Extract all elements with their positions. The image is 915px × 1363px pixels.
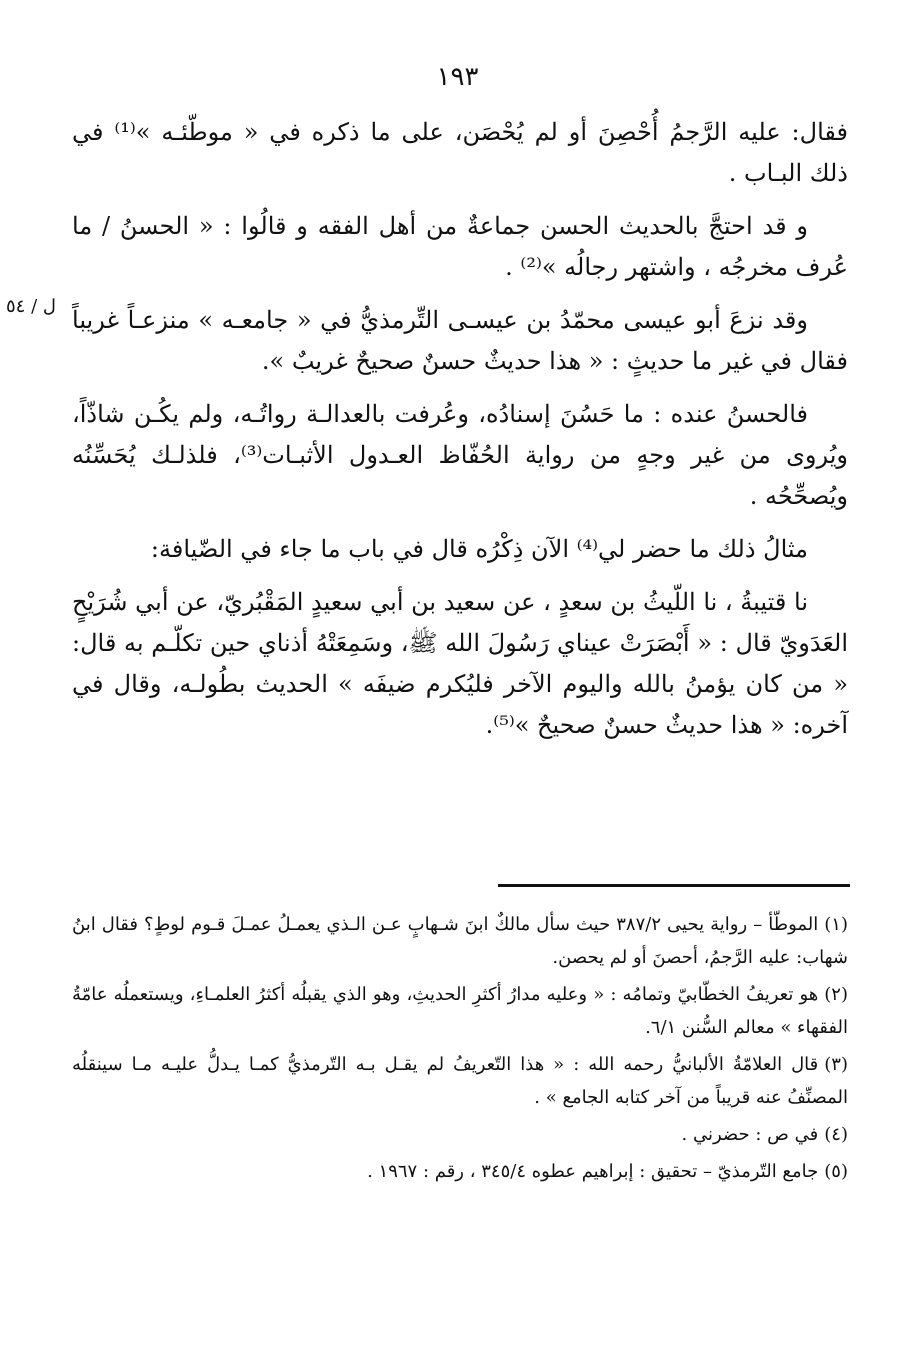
paragraph: و قد احتجَّ بالحديث الحسن جماعةٌ من أهل الفقه و قالُوا : « الحسنُ / ما عُرف مخرجُه ، واشتهر رجالُه »⁽²⁾ .	[72, 212, 848, 281]
paragraph: وقد نزعَ أبو عيسى محمّدُ بن عيسـى التِّرمذيُّ في « جامعـه » منزعـاً غريباً فقال في غير ما حديثٍ : « هذا حديثٌ حسنٌ صحيحٌ غريبٌ ».	[72, 306, 848, 375]
footnote-text: في ص : حضرني .	[681, 1124, 819, 1145]
footnote	[72, 1155, 848, 1188]
main-text	[72, 112, 848, 758]
footnote-divider	[498, 884, 850, 887]
footnote-number: (٤)	[824, 1124, 848, 1145]
footnotes	[72, 908, 848, 1192]
footnote	[72, 908, 848, 974]
footnote-number: (٢)	[824, 984, 848, 1005]
footnote-text: جامع التّرمذيّ – تحقيق : إبراهيم عطوه ٣٤٥/٤ ، رقم : ١٩٦٧ .	[367, 1161, 819, 1182]
paragraph: نا قتيبةُ ، نا اللّيثُ بن سعدٍ ، عن سعيد بن أبي سعيدٍ المَقْبُريّ، عن أبي شُرَيْحٍ العَدَويّ قال : « أَبْصَرَتْ عيناي رَسُولَ الله ﷺ، وسَمِعَتْهُ أذناي حين تكلّـم به قال: « من كان يؤمنُ بالله واليوم الآخر فليُكرم ضيفَه » الحديث بطُولـه، وقال في آخره: « هذا حديثٌ حسنٌ صحيحٌ »⁽⁵⁾.	[72, 588, 849, 739]
footnote-number: (٣)	[824, 1054, 848, 1075]
paragraph: مثالُ ذلك ما حضر لي⁽⁴⁾ الآن ذِكْرُه قال في باب ما جاء في الضّيافة:	[150, 535, 808, 563]
paragraph: فالحسنُ عنده : ما حَسُنَ إسنادُه، وعُرفت بالعدالـة رواتُـه، ولم يكُـن شاذّاً، ويُروى من غير وجهٍ من رواية الحُفّاظ العـدول الأثبـات⁽³⁾، فلذلـك يُحَسِّنُه ويُصحِّحُه .	[72, 400, 848, 510]
footnote	[72, 978, 848, 1044]
footnote-text: الموطّأ – رواية يحيى ٣٨٧/٢ حيث سأل مالكٌ ابنَ شـهابٍ عـن الـذي يعمـلُ عمـلَ قـوم لوطٍ؟ فقال ابنُ شهاب: عليه الرَّجمُ، أحصنَ أو لم يحصن.	[72, 914, 848, 968]
footnote-text: هو تعريفُ الخطّابيّ وتمامُه : « وعليه مدارُ أكثرِ الحديثِ، وهو الذي يقبلُه أكثرُ العلمـاءِ، ويستعملُه عامّةُ الفقهاء » معالم السُّنن ٦/١.	[72, 984, 848, 1038]
footnote-number: (١)	[824, 914, 848, 935]
page-number: ١٩٣	[436, 62, 479, 92]
footnote-number: (٥)	[824, 1161, 848, 1182]
manuscript-margin-note: ل / ٥٤	[6, 296, 56, 317]
paragraph: فقال: عليه الرَّجمُ أُحْصِنَ أو لم يُحْصَن، على ما ذكره في « موطّئـه »⁽¹⁾ في ذلك البـاب .	[72, 118, 849, 187]
footnote-text: قال العلامّةُ الألبانيُّ رحمه الله : « هذا التّعريفُ لم يقـل بـه التّرمذيُّ كمـا يـدلُّ عليـه مـا سينقلُه المصنِّفُ عنه قريباً من آخر كتابه الجامع » .	[72, 1054, 848, 1108]
footnote	[72, 1048, 848, 1114]
footnote	[72, 1118, 848, 1151]
